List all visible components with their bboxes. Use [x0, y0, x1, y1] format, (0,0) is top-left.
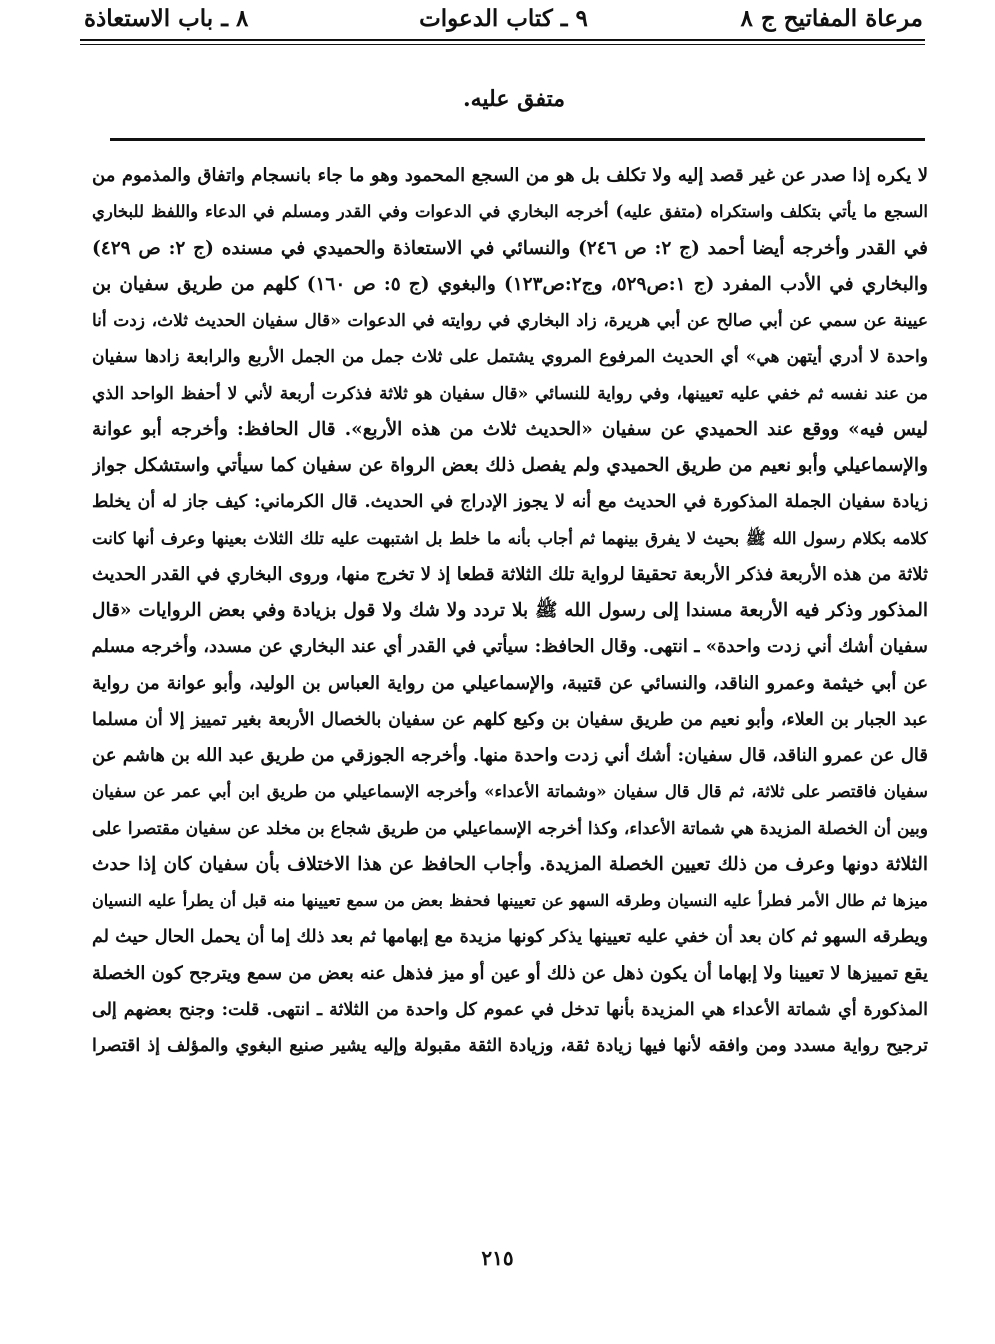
commentary-line: يقع تمييزها لا تعيينا ولا إبهاما أن يكون ذهل عن ذلك أو عين أو ميز فذهل عنه بعض من سمع ويترجح كون الخصلة: [92, 962, 928, 984]
commentary-line: المذكور وذكر فيه الأربعة مسندا إلى رسول الله ﷺ بلا تردد ولا شك ولا قول بزيادة وفي بعض الروايات «قال: [92, 600, 928, 621]
commentary-line: ثلاثة من هذه الأربعة فذكر الأربعة تحقيقا لرواية تلك الثلاثة قطعا إذ لا تخرج منها، وروى البخاري في القدر الحديث: [92, 563, 928, 585]
commentary-line: وبين أن الخصلة المزيدة هي شماتة الأعداء، وكذا أخرجه الإسماعيلي من طريق شجاع بن مخلد عن سفيان مقتصرا على: [92, 818, 928, 839]
header-book-volume: مرعاة المفاتيح ج ٨: [740, 5, 923, 32]
page-number: ٢١٥: [481, 1246, 514, 1270]
header-chapter: ٩ ـ كتاب الدعوات: [419, 5, 588, 32]
commentary-line: زيادة سفيان الجملة المذكورة في الحديث مع أنه لا يجوز الإدراج في الحديث. قال الكرماني: كيف جاز له أن يخلط: [92, 492, 928, 513]
hadith-text-end: متفق عليه.: [462, 86, 565, 112]
commentary-line: عن أبي خيثمة وعمرو الناقد، والنسائي عن قتيبة، والإسماعيلي من رواية العباس بن الوليد، وأبو عوانة من رواية: [92, 672, 928, 694]
header-section: ٨ ـ باب الاستعاذة: [84, 5, 249, 32]
commentary-line: سفيان فاقتصر على ثلاثة، ثم قال قال سفيان «وشماتة الأعداء» وأخرجه الإسماعيلي من طريق ابن أبي عمر عن سفيان: [92, 782, 928, 802]
commentary-line: قال عن عمرو الناقد، قال سفيان: أشك أني زدت واحدة منها. وأخرجه الجوزقي من طريق عبد الله بن هاشم عن: [92, 745, 928, 766]
running-head: [84, 4, 923, 38]
header-rule: [80, 39, 925, 41]
commentary-line: والبخاري في الأدب المفرد (ج ١:ص٥٢٩، وج٢:ص١٢٣) والبغوي (ج ٥: ص ١٦٠) كلهم من طريق سفيان بن: [92, 273, 928, 295]
text-commentary-separator: [110, 138, 925, 141]
commentary-line: ليس فيه» ووقع عند الحميدي عن سفيان «الحديث ثلاث من هذه الأربع». قال الحافظ: وأخرجه أبو عوانة: [92, 418, 928, 440]
commentary-line: ميزها ثم طال الأمر فطرأ عليه النسيان وطرقه السهو عن تعيينها فحفظ بعض من سمع تعيينها منه قبل أن يطرأ عليه النسيان: [92, 891, 928, 910]
commentary-line: واحدة لا أدري أيتهن هي» أي الحديث المرفوع المروي يشتمل على ثلاث جمل من الجمل الأربع والرابعة زادها سفيان: [92, 347, 928, 368]
header-rule-thin: [80, 44, 925, 45]
commentary-line: عبد الجبار بن العلاء، وأبو نعيم من طريق سفيان بن وكيع كلهم عن سفيان بالخصال الأربعة بغير تمييز إلا أن مسلما: [92, 709, 928, 730]
commentary-line: ويطرقه السهو ثم كان بعد أن خفي عليه تعيينها يذكر كونها مزيدة مع إبهامها ثم بعد ذلك إما أن يحمل الحال حيث لم: [92, 927, 928, 948]
commentary-line: في القدر وأخرجه أيضا أحمد (ج ٢: ص ٢٤٦) والنسائي في الاستعاذة والحميدي في مسنده (ج ٢: ص ٤٢٩): [92, 237, 928, 259]
commentary-line: السجع ما يأتي بتكلف واستكراه (متفق عليه) أخرجه البخاري في الدعوات وفي القدر ومسلم في الدعاء واللفظ للبخاري: [92, 202, 928, 222]
commentary-line: ترجيح رواية مسدد ومن وافقه لأنها فيها زيادة ثقة، وزيادة الثقة مقبولة وإليه يشير صنيع البغوي والمؤلف إذ اقتصرا: [92, 1036, 928, 1056]
commentary-line: من عند نفسه ثم خفي عليه تعيينها، وفي رواية للنسائي «قال سفيان هو ثلاثة فذكرت أربعة لأني لا أحفظ الواحد الذي: [92, 383, 928, 404]
commentary-line: عيينة عن سمي عن أبي صالح عن أبي هريرة، زاد البخاري في روايته في الدعوات «قال سفيان الحديث ثلاث، زدت أنا: [92, 311, 928, 331]
commentary-line: والإسماعيلي وأبو نعيم من طريق الحميدي ولم يفصل ذلك بعض الرواة عن سفيان كما سيأتي واستشكل جواز: [92, 455, 928, 476]
commentary-line: الثلاثة دونها وعرف من ذلك تعيين الخصلة المزيدة. وأجاب الحافظ عن هذا الاختلاف بأن سفيان كان إذا حدث: [92, 853, 928, 875]
commentary: [92, 158, 928, 1064]
commentary-line: سفيان أشك أني زدت واحدة» ـ انتهى. وقال الحافظ: سيأتي في القدر أي عند البخاري عن مسدد، وأخرجه مسلم: [92, 636, 928, 658]
commentary-line: لا يكره إذا صدر عن غير قصد إليه ولا تكلف بل هو من السجع المحمود وهو ما جاء بانسجام واتفاق والمذموم من: [92, 165, 928, 186]
commentary-line: المذكورة أي شماتة الأعداء هي المزيدة بأنها تدخل في عموم كل واحدة من الثلاثة ـ انتهى. قلت: وجنح بعضهم إلى: [92, 999, 928, 1020]
commentary-line: كلامه بكلام رسول الله ﷺ بحيث لا يفرق بينهما ثم أجاب بأنه ما خلط بل اشتبهت عليه تلك الثلاث بعينها وعرف أنها كانت: [92, 528, 928, 548]
